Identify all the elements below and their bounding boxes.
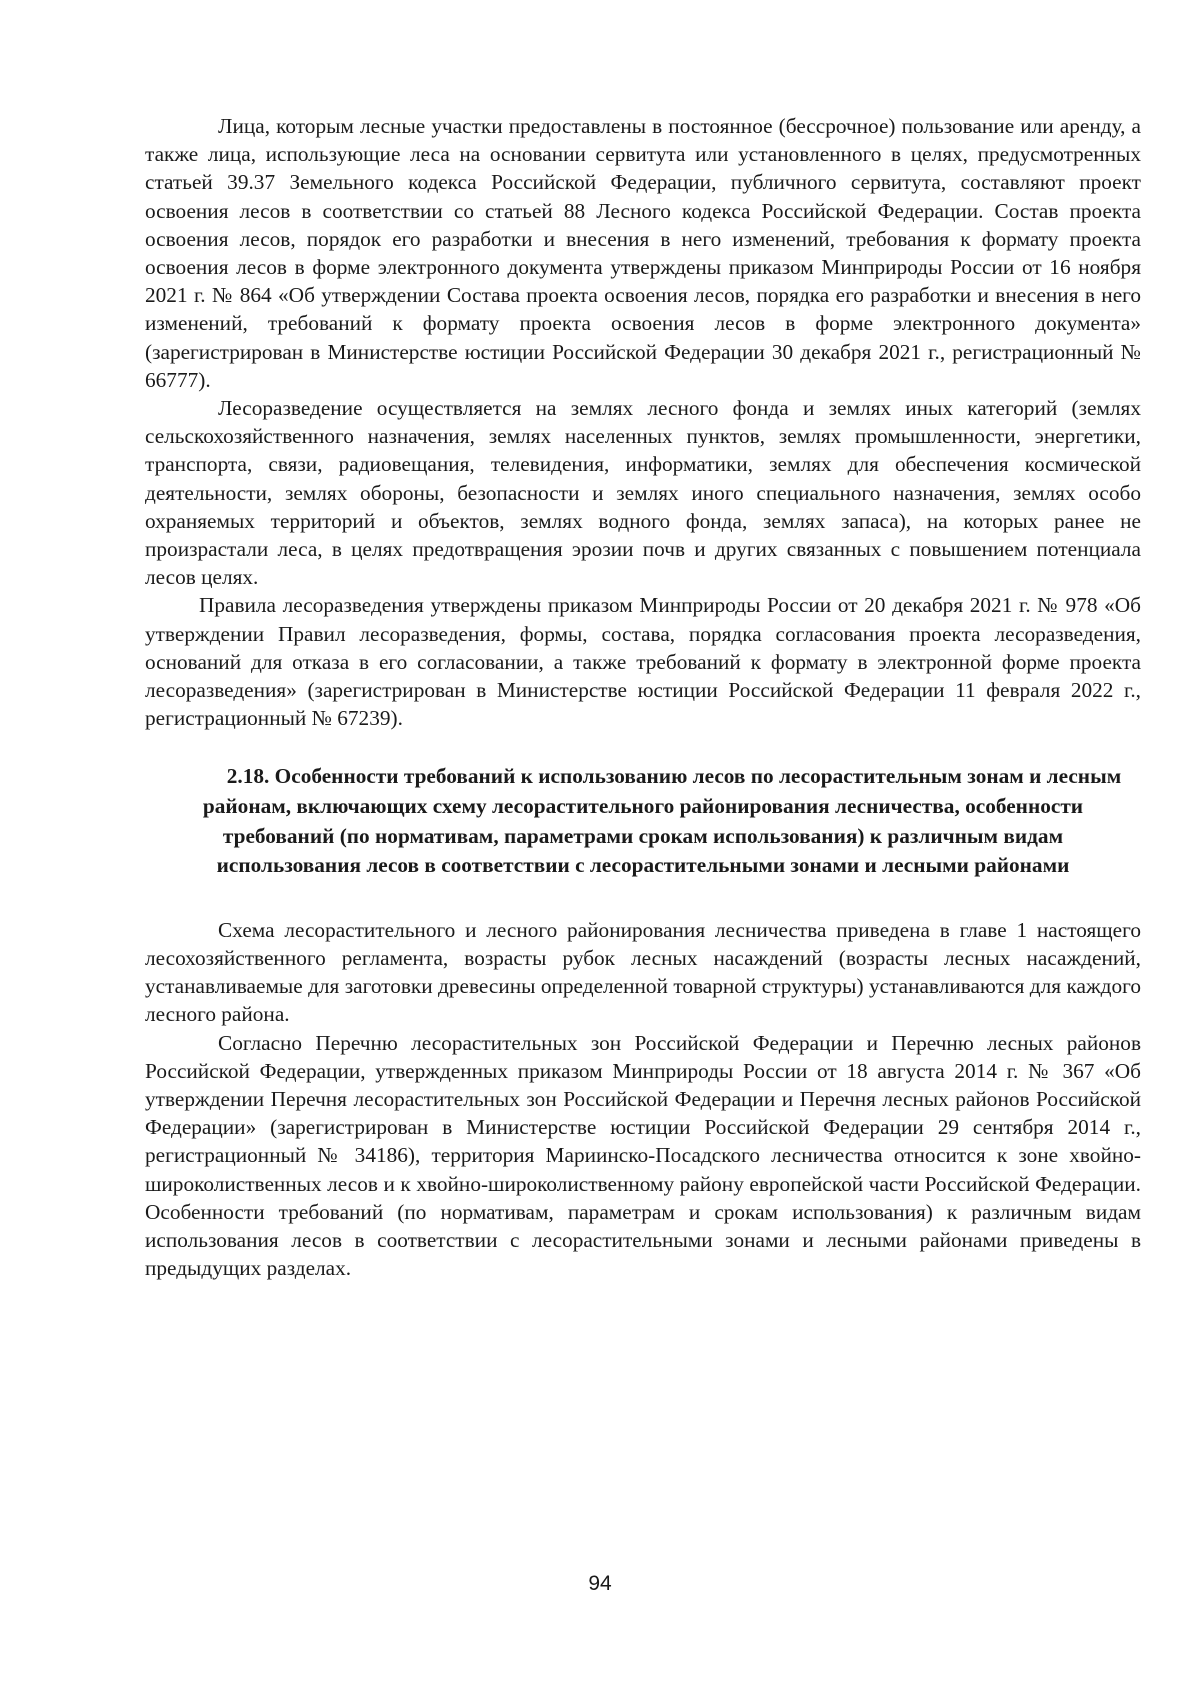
paragraph-afforestation: Лесоразведение осуществляется на землях лесного фонда и землях иных категорий (землях сельскохозяйственного назначения, землях населенных пунктов, землях промышленности, энергетики, транспорта, связи, радиовещания, телевидения, информатики, землях для обеспечения космической деятельности, землях обороны, безопасности и землях иного специального назначения, землях особо охраняемых территорий и объектов, землях водного фонда, землях запаса), на которых ранее не произрастали леса, в целях предотвращения эрозии почв и других связанных с повышением потенциала лесов целях.	[145, 396, 1141, 590]
document-page	[145, 112, 1141, 1282]
page-number: 94	[588, 1572, 612, 1595]
section-heading-text: 2.18. Особенности требований к использованию лесов по лесорастительным зонам и лесным районам, включающих схему лесорастительного районирования лесничества, особенности требований (по нормативам, параметрами срокам использования) к различным видам использования лесов в соответствии с лесорастительными зонами и лесными районами	[202, 764, 1122, 878]
paragraph-afforestation-rules: Правила лесоразведения утверждены приказом Минприроды России от 20 декабря 2021 г. № 978 «Об утверждении Правил лесоразведения, формы, состава, порядка согласования проекта лесоразведения, оснований для отказа в его согласовании, а также требований к формату в электронной форме проекта лесоразведения» (зарегистрирован в Министерстве юстиции Российской Федерации 11 февраля 2022 г., регистрационный № 67239).	[145, 593, 1141, 731]
section-heading-2-18	[145, 762, 1141, 880]
paragraph-forest-zones-list: Согласно Перечню лесорастительных зон Российской Федерации и Перечню лесных районов Российской Федерации, утвержденных приказом Минприроды России от 18 августа 2014 г. № 367 «Об утверждении Перечня лесорастительных зон Российской Федерации и Перечня лесных районов Российской Федерации» (зарегистрирован в Министерстве юстиции Российской Федерации 29 сентября 2014 г., регистрационный № 34186), территория Мариинско-Посадского лесничества относится к зоне хвойно-широколиственных лесов и к хвойно-широколиственному району европейской части Российской Федерации. Особенности требований (по нормативам, параметрам и срокам использования) к различным видам использования лесов в соответствии с лесорастительными зонами и лесными районами приведены в предыдущих разделах.	[145, 1030, 1141, 1281]
paragraph-zoning-scheme: Схема лесорастительного и лесного районирования лесничества приведена в главе 1 настоящего лесохозяйственного регламента, возрасты рубок лесных насаждений (возрасты лесных насаждений, устанавливаемые для заготовки древесины определенной товарной структуры) устанавливаются для каждого лесного района.	[145, 917, 1141, 1027]
paragraph-forest-development-project: Лица, которым лесные участки предоставлены в постоянное (бессрочное) пользование или аренду, а также лица, использующие леса на основании сервитута или установленного в целях, предусмотренных статьей 39.37 Земельного кодекса Российской Федерации, публичного сервитута, составляют проект освоения лесов в соответствии со статьей 88 Лесного кодекса Российской Федерации. Состав проекта освоения лесов, порядок его разработки и внесения в него изменений, требования к формату проекта освоения лесов в форме электронного документа утверждены приказом Минприроды России от 16 ноября 2021 г. № 864 «Об утверждении Состава проекта освоения лесов, порядка его разработки и внесения в него изменений, требований к формату проекта освоения лесов в форме электронного документа» (зарегистрирован в Министерстве юстиции Российской Федерации 30 декабря 2021 г., регистрационный № 66777).	[145, 114, 1141, 392]
heading-spacer	[145, 881, 1141, 916]
